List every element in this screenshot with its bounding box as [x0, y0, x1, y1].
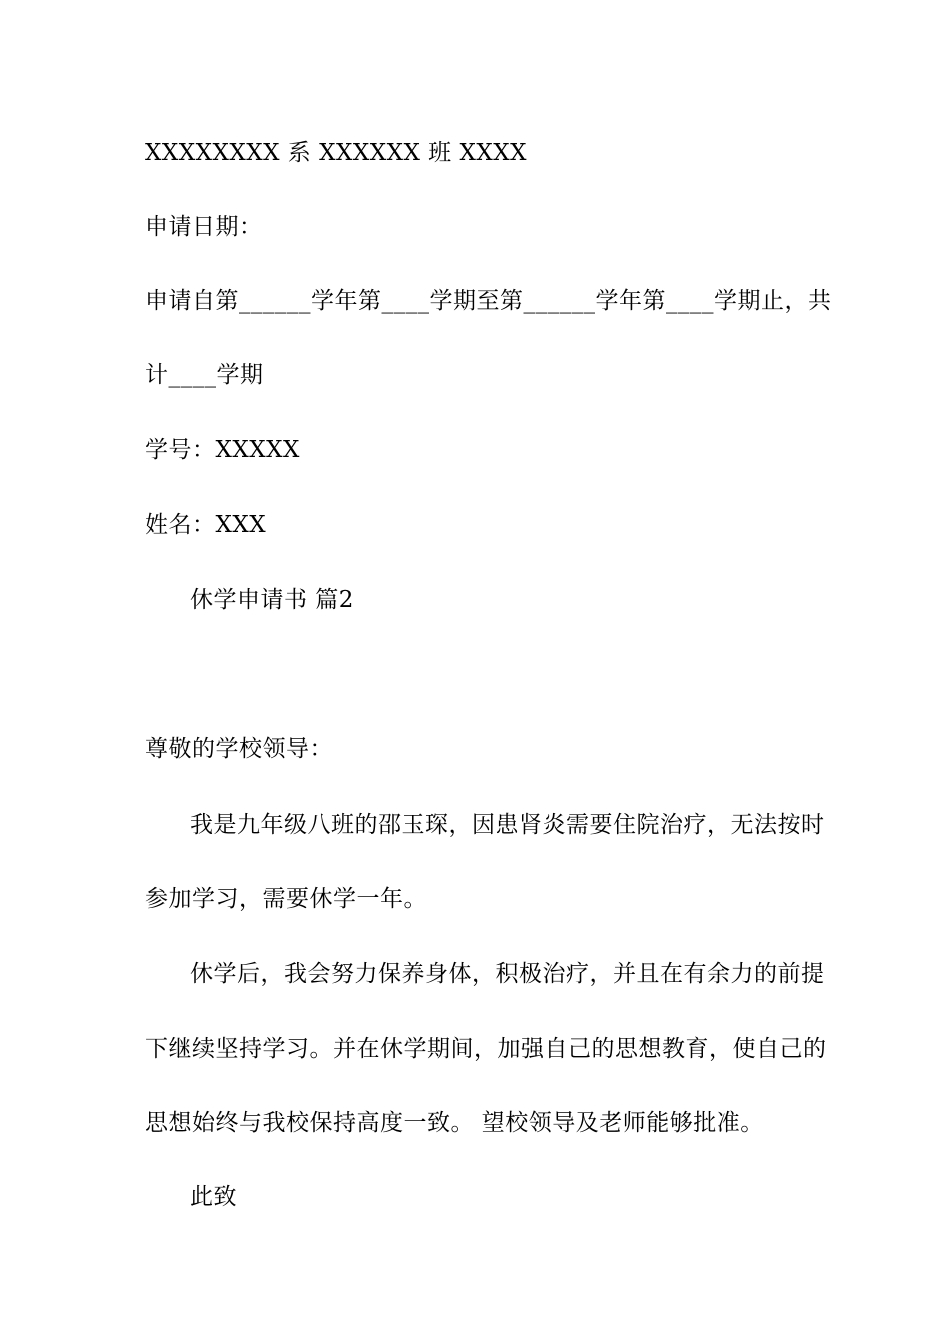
paragraph-2-line-2: 下继续坚持学习。并在休学期间，加强自己的思想教育，使自己的 — [145, 1036, 827, 1062]
closing-line: 此致 — [190, 1184, 237, 1210]
paragraph-2-line-1: 休学后，我会努力保养身体，积极治疗，并且在有余力的前提 — [190, 961, 825, 987]
paragraph-1-line-2: 参加学习，需要休学一年。 — [145, 886, 427, 912]
period-line-1: 申请自第______学年第____学期至第______学年第____学期止，共 — [145, 288, 832, 314]
paragraph-1-line-1: 我是九年级八班的邵玉琛，因患肾炎需要住院治疗，无法按时 — [190, 812, 825, 838]
period-line-2: 计____学期 — [145, 362, 264, 388]
salutation: 尊敬的学校领导： — [145, 736, 333, 762]
student-name: 姓名：XXX — [145, 512, 267, 538]
section-title: 休学申请书 篇2 — [190, 587, 354, 613]
class-line: XXXXXXXX 系 XXXXXX 班 XXXX — [145, 140, 527, 166]
application-date-label: 申请日期： — [145, 214, 263, 240]
paragraph-2-line-3: 思想始终与我校保持高度一致。 望校领导及老师能够批准。 — [145, 1110, 764, 1136]
student-id: 学号：XXXXX — [145, 437, 300, 463]
